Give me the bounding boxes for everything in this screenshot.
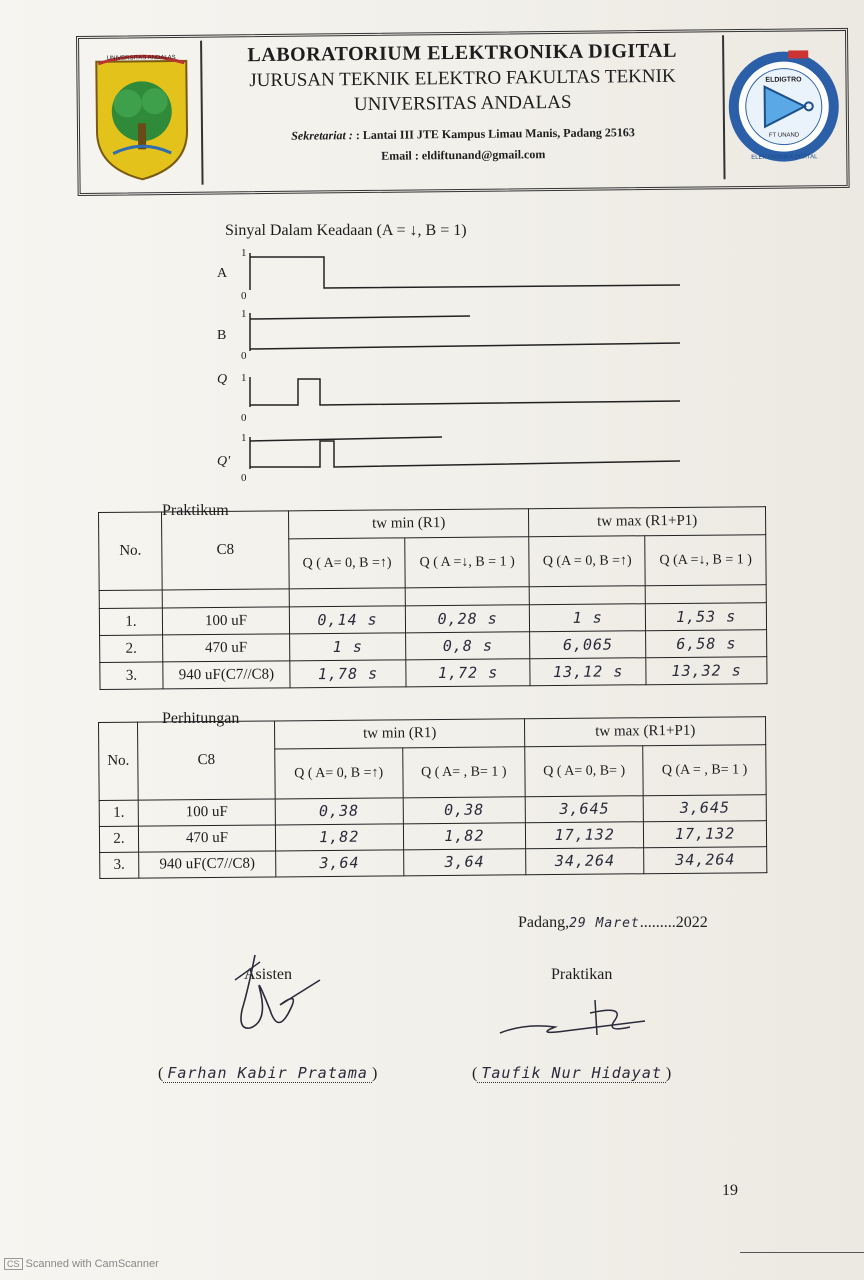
value-cell: 3,64 xyxy=(444,852,485,871)
secretariat-address: : Lantai III JTE Kampus Limau Manis, Padang 25163 xyxy=(355,125,635,143)
row-number: 2. xyxy=(100,635,163,663)
value-cell: 6,58 s xyxy=(676,633,737,653)
row-number: 1. xyxy=(99,608,162,636)
spacer-cell xyxy=(289,588,405,607)
signal-b-high: 1 xyxy=(241,308,247,320)
email-line: Email : eldiftunand@gmail.com xyxy=(381,147,546,163)
signal-label-b: B xyxy=(217,328,227,343)
place-date xyxy=(518,914,708,932)
value-cell: 34,264 xyxy=(675,850,736,869)
capacitance: 470 uF xyxy=(138,825,275,852)
university-logo xyxy=(82,41,204,186)
signal-a-low: 0 xyxy=(241,290,247,302)
secretariat-label: Sekretariat : xyxy=(291,128,353,143)
spacer-cell xyxy=(99,590,162,609)
value-cell: 0,8 s xyxy=(442,636,494,655)
praktikan-name-line: ( Taufik Nur Hidayat ) xyxy=(472,1064,672,1082)
signal-label-q-bar: Q' xyxy=(217,454,231,469)
col-header-1: Q ( A= 0, B =↑) xyxy=(275,748,403,799)
col-header-4: Q (A = , B= 1 ) xyxy=(643,745,766,796)
lab-logo-bottom-text: FT UNAND xyxy=(768,132,800,139)
scanner-text: Scanned with CamScanner xyxy=(25,1258,159,1270)
lab-logo-inner-text: ELDIGTRO xyxy=(765,76,802,84)
value-cell: 6,065 xyxy=(562,635,614,654)
capacitance: 100 uF xyxy=(162,607,289,635)
date-year: .........2022 xyxy=(639,914,708,931)
col-header-4: Q (A =↓, B = 1 ) xyxy=(645,535,766,586)
capacitance: 940 uF(C7//C8) xyxy=(139,851,276,878)
praktikum-title: Praktikum xyxy=(162,502,229,519)
col-header-c8: C8 xyxy=(138,721,276,800)
university-logo-text: UNIVERSITAS ANDALAS xyxy=(106,54,176,62)
date-handwritten: 29 Maret xyxy=(569,916,640,931)
spacer-cell xyxy=(162,589,289,608)
signal-a-high: 1 xyxy=(241,247,247,259)
department-title: JURUSAN TEKNIK ELEKTRO FAKULTAS TEKNIK xyxy=(249,65,676,92)
value-cell: 3,645 xyxy=(559,799,610,818)
signal-q-high: 1 xyxy=(241,372,247,384)
col-header-1: Q ( A= 0, B =↑) xyxy=(289,538,406,589)
signal-qbar-wave xyxy=(250,437,442,441)
value-cell: 1,53 s xyxy=(675,606,737,626)
col-header-3: Q ( A= 0, B= ) xyxy=(525,746,643,797)
spacer-cell xyxy=(405,587,529,606)
value-cell: 17,132 xyxy=(674,824,736,843)
place-label: Padang, xyxy=(518,914,570,931)
capacitance: 940 uF(C7//C8) xyxy=(163,661,290,689)
signal-label-a: A xyxy=(217,266,228,281)
col-header-2: Q ( A =↓, B = 1 ) xyxy=(405,537,529,588)
lab-logo xyxy=(722,34,844,179)
col-header-c8: C8 xyxy=(162,511,290,590)
col-header-3: Q (A = 0, B =↑) xyxy=(529,536,646,587)
value-cell: 13,12 s xyxy=(553,661,624,681)
value-cell: 1 s xyxy=(572,608,603,627)
asisten-name: Farhan Kabir Pratama xyxy=(167,1064,368,1082)
group-header-tw-min: tw min (R1) xyxy=(288,509,528,539)
lab-title: LABORATORIUM ELEKTRONIKA DIGITAL xyxy=(247,39,678,67)
signal-label-q: Q xyxy=(217,372,228,387)
bottom-rule xyxy=(740,1252,864,1253)
group-header-tw-max: tw max (R1+P1) xyxy=(529,507,766,537)
signal-q-wave xyxy=(250,379,680,405)
value-cell: 17,132 xyxy=(554,825,615,845)
value-cell: 0,38 xyxy=(444,800,485,819)
value-cell: 1 s xyxy=(332,637,363,656)
scanner-watermark xyxy=(4,1258,159,1270)
value-cell: 0,14 s xyxy=(317,610,378,629)
university-title: UNIVERSITAS ANDALAS xyxy=(353,91,572,116)
row-number: 3. xyxy=(100,662,163,690)
praktikum-table xyxy=(98,506,768,690)
letterhead xyxy=(76,28,850,196)
col-header-2: Q ( A= , B= 1 ) xyxy=(402,747,525,798)
signal-b-wave xyxy=(250,316,470,319)
lab-logo-ring-text: ELEKTRONIKA DIGITAL xyxy=(751,154,818,161)
value-cell: 1,72 s xyxy=(437,663,499,682)
value-cell: 1,82 xyxy=(444,826,485,845)
value-cell: 3,64 xyxy=(319,853,360,873)
spacer-cell xyxy=(529,586,645,605)
page-number: 19 xyxy=(722,1182,738,1199)
perhitungan-title: Perhitungan xyxy=(162,710,240,727)
value-cell: 13,32 s xyxy=(671,660,742,680)
asisten-name-line: ( Farhan Kabir Pratama ) xyxy=(158,1064,378,1082)
secretariat-line xyxy=(207,124,719,144)
asisten-signature xyxy=(220,950,340,1060)
signal-qbar-pulse xyxy=(250,441,680,467)
camscanner-icon: CS xyxy=(4,1258,23,1270)
value-cell: 34,264 xyxy=(554,851,616,871)
signal-section-title: Sinyal Dalam Keadaan (A = ↓, B = 1) xyxy=(225,222,467,239)
group-header-tw-max: tw max (R1+P1) xyxy=(525,717,766,747)
spacer-cell xyxy=(646,585,767,604)
asisten-label: Asisten xyxy=(244,966,292,983)
value-cell: 3,645 xyxy=(679,798,731,817)
praktikan-label: Praktikan xyxy=(551,966,613,983)
praktikan-name: Taufik Nur Hidayat xyxy=(481,1064,662,1082)
praktikan-signature xyxy=(495,995,655,1045)
capacitance: 470 uF xyxy=(163,634,290,662)
value-cell: 0,28 s xyxy=(437,609,498,628)
perhitungan-table xyxy=(98,716,767,879)
col-header-no: No. xyxy=(99,512,163,591)
col-header-no: No. xyxy=(99,722,139,800)
value-cell: 1,82 xyxy=(319,827,360,847)
value-cell: 0,38 xyxy=(318,801,360,821)
signal-a-wave xyxy=(250,257,680,288)
letterhead-text xyxy=(206,39,719,165)
timing-diagram xyxy=(230,245,690,475)
capacitance: 100 uF xyxy=(138,799,275,826)
table-row xyxy=(100,657,767,690)
table-row xyxy=(100,847,767,879)
row-number: 2. xyxy=(99,826,138,852)
signal-qbar-high: 1 xyxy=(241,432,247,444)
value-cell: 1,78 s xyxy=(317,664,379,683)
signal-b-baseline xyxy=(250,343,680,349)
signal-qbar-low: 0 xyxy=(241,472,247,484)
row-number: 1. xyxy=(99,800,138,826)
group-header-tw-min: tw min (R1) xyxy=(274,719,524,749)
signal-b-low: 0 xyxy=(241,350,247,362)
signal-q-low: 0 xyxy=(241,412,247,424)
row-number: 3. xyxy=(100,852,139,878)
